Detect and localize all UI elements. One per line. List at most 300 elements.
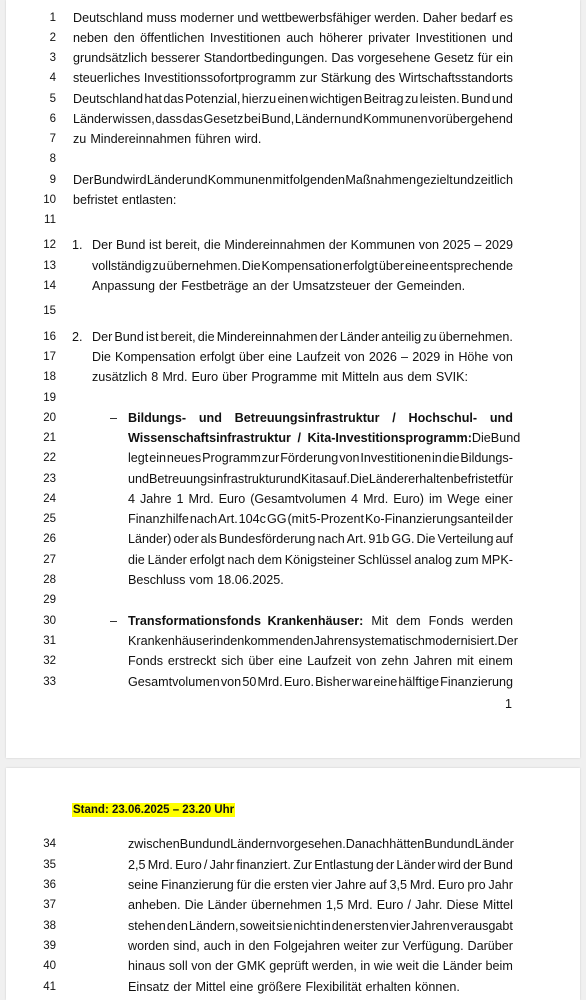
word: sich xyxy=(221,654,244,668)
word: Bund xyxy=(483,858,513,872)
line-text xyxy=(128,956,513,976)
word: Bund xyxy=(490,431,521,445)
word: Euro xyxy=(191,370,219,384)
text-line xyxy=(6,529,580,549)
word: Höhe xyxy=(458,350,489,364)
text-line xyxy=(6,611,580,631)
word: an xyxy=(252,279,267,293)
word: mit xyxy=(272,173,290,187)
word: zu xyxy=(404,92,419,106)
word: Mrd. xyxy=(409,878,436,892)
line-number: 3 xyxy=(49,52,56,64)
word: des xyxy=(374,71,396,85)
word: dem xyxy=(257,553,282,567)
text-line xyxy=(6,347,580,367)
word: ersten xyxy=(273,878,309,892)
word: Länder xyxy=(73,112,113,126)
word: nach xyxy=(227,553,255,567)
word: Programme xyxy=(251,370,318,384)
word: vollständig xyxy=(92,259,152,273)
word: Länder xyxy=(207,898,247,912)
word: 2025 xyxy=(442,238,471,252)
text-line xyxy=(6,977,580,997)
word: werden. xyxy=(374,11,420,25)
word: auf xyxy=(369,878,387,892)
word: Jahr. xyxy=(415,898,443,912)
word: ein xyxy=(496,51,513,65)
line-text xyxy=(128,916,513,936)
word: grundsätzlich xyxy=(73,51,148,65)
document-page-1 xyxy=(6,0,580,758)
word: Flexibilität xyxy=(305,980,362,994)
word: vier xyxy=(311,878,332,892)
word: Mindereinnahmen xyxy=(224,238,326,252)
word: 2029 xyxy=(412,350,441,364)
word: – xyxy=(401,350,409,364)
word: über xyxy=(378,259,405,273)
word: eine xyxy=(229,980,254,994)
word: eine xyxy=(278,654,303,668)
line-text xyxy=(92,276,469,296)
word: über xyxy=(248,654,274,668)
line-number: 7 xyxy=(49,133,56,145)
word: Euro xyxy=(437,878,465,892)
line-text xyxy=(128,489,513,509)
word: Danach xyxy=(345,837,390,851)
word: Euro xyxy=(175,858,202,872)
word: Betreuungsinfrastruktur xyxy=(149,472,280,486)
text-line xyxy=(6,8,580,28)
word: als xyxy=(200,532,217,546)
word: vorgesehene xyxy=(357,51,431,65)
line-number: 19 xyxy=(43,392,56,404)
word: Mrd. xyxy=(363,492,389,506)
word: Kommunen xyxy=(207,173,273,187)
word: weiter xyxy=(343,939,378,953)
line-text xyxy=(128,895,513,915)
word: von xyxy=(220,675,242,689)
word: eine xyxy=(373,675,398,689)
line-number: 24 xyxy=(43,493,56,505)
line-text xyxy=(128,936,513,956)
word: Jahr xyxy=(209,858,235,872)
word: Entlastung xyxy=(314,858,374,872)
word: von xyxy=(339,451,360,465)
word: / xyxy=(203,858,208,872)
word: 4 xyxy=(128,492,136,506)
word: in xyxy=(213,634,224,648)
line-text xyxy=(128,570,288,590)
word: zur xyxy=(381,939,399,953)
text-line xyxy=(6,301,580,321)
word: leisten. xyxy=(419,92,460,106)
word: Transformationsfonds Krankenhäuser: xyxy=(128,614,364,628)
word: Gesamtvolumen xyxy=(128,675,220,689)
line-number: 11 xyxy=(44,214,56,226)
word: und xyxy=(209,837,231,851)
word: worden xyxy=(128,939,170,953)
line-text xyxy=(73,89,513,109)
word: Beschluss xyxy=(128,573,186,587)
word: Programm xyxy=(202,451,261,465)
line-text xyxy=(128,428,521,448)
word: privater xyxy=(368,31,411,45)
word: 1,5 xyxy=(325,898,344,912)
word: größere xyxy=(257,980,302,994)
word: Das xyxy=(331,51,354,65)
word: wettbewerbsfähiger xyxy=(261,11,371,25)
word: über xyxy=(222,370,248,384)
word: von xyxy=(418,238,439,252)
word: Bund xyxy=(114,330,144,344)
word: entsprechende xyxy=(429,259,513,273)
word: und xyxy=(279,472,301,486)
word: wichtigen xyxy=(309,92,363,106)
word: GG xyxy=(266,512,287,526)
word: Die xyxy=(471,431,491,445)
word: vom xyxy=(189,573,214,587)
line-text xyxy=(128,611,513,631)
word: Laufzeit xyxy=(307,654,352,668)
word: Bisher xyxy=(315,675,351,689)
word: die xyxy=(422,959,440,973)
line-number: 39 xyxy=(43,940,56,952)
word: und xyxy=(491,92,513,106)
line-text xyxy=(128,469,513,489)
word: Folgejahren xyxy=(273,939,340,953)
word: Die xyxy=(184,898,204,912)
word: zu xyxy=(423,330,437,344)
word: Maßnahmen xyxy=(345,173,417,187)
word: ersten xyxy=(353,919,389,933)
page-number: 1 xyxy=(504,697,512,711)
word: Die xyxy=(241,259,261,273)
word: MPK- xyxy=(481,553,513,567)
word: Länder xyxy=(147,553,187,567)
word: bereit, xyxy=(160,330,196,344)
word: Anpassung xyxy=(92,279,156,293)
word: Der xyxy=(92,238,113,252)
word: bei xyxy=(243,112,261,126)
word: Euro xyxy=(218,492,246,506)
word: den xyxy=(166,919,188,933)
word: Der xyxy=(497,634,518,648)
word: weit xyxy=(396,959,419,973)
text-line xyxy=(6,469,580,489)
word: Jahre xyxy=(139,492,172,506)
word: von xyxy=(356,654,377,668)
word: zu xyxy=(152,259,166,273)
word: analog xyxy=(414,553,453,567)
text-line xyxy=(6,509,580,529)
word: Deutschland xyxy=(73,11,144,25)
word: sind, xyxy=(173,939,200,953)
word: Schlüssel xyxy=(357,553,412,567)
word: Investitionen xyxy=(415,31,487,45)
text-line xyxy=(6,235,580,255)
word: Art. xyxy=(346,532,367,546)
word: Bundesförderung xyxy=(218,532,316,546)
text-line xyxy=(6,89,580,109)
line-number: 15 xyxy=(43,305,56,317)
word: Kommunen xyxy=(363,112,428,126)
word: zum xyxy=(454,553,479,567)
word: befristet xyxy=(73,193,118,207)
word: erhalten xyxy=(365,980,412,994)
word: Kompensation xyxy=(261,259,343,273)
word: und xyxy=(453,837,475,851)
word: Laufzeit xyxy=(296,350,341,364)
word: und xyxy=(491,31,513,45)
line-number: 1 xyxy=(49,12,56,24)
word: der xyxy=(494,512,513,526)
text-line xyxy=(6,590,580,610)
word: Die xyxy=(416,532,436,546)
line-number: 30 xyxy=(43,615,56,627)
word: vorübergehend xyxy=(428,112,513,126)
word: Standortbedingungen. xyxy=(203,51,328,65)
word: Kompensation xyxy=(115,350,196,364)
word: zur xyxy=(261,451,280,465)
word: eine xyxy=(404,259,429,273)
word: 4 xyxy=(351,492,359,506)
word: Finanzierung xyxy=(440,675,513,689)
text-line xyxy=(6,129,580,149)
word: Deutschland xyxy=(73,92,144,106)
word: wird xyxy=(437,858,461,872)
text-line xyxy=(6,149,580,169)
word: Länder) xyxy=(128,532,172,546)
word: dem xyxy=(407,370,432,384)
word: Mittel xyxy=(482,898,513,912)
word: legt xyxy=(128,451,149,465)
line-text xyxy=(73,68,513,88)
line-number: 25 xyxy=(43,513,56,525)
line-number: 5 xyxy=(49,93,56,105)
line-text xyxy=(128,834,513,854)
line-number: 28 xyxy=(43,574,56,586)
word: das xyxy=(163,92,184,106)
word: und xyxy=(198,411,222,425)
word: hätten xyxy=(389,837,425,851)
word: einer xyxy=(484,492,513,506)
word: vorgesehen. xyxy=(276,837,346,851)
line-text xyxy=(128,550,513,570)
text-line xyxy=(6,672,580,692)
word: Länder xyxy=(339,330,380,344)
line-number: 33 xyxy=(43,676,56,688)
word: mit xyxy=(321,370,338,384)
word: Ländern xyxy=(230,837,277,851)
word: die xyxy=(128,553,145,567)
word: 2029 xyxy=(484,238,513,252)
word: für xyxy=(477,51,493,65)
word: über xyxy=(238,350,265,364)
word: in xyxy=(320,919,331,933)
word: höherer xyxy=(319,31,363,45)
word: 3,5 xyxy=(389,878,408,892)
list-marker: – xyxy=(110,411,118,425)
word: Länder xyxy=(146,173,187,187)
word: steuerliches xyxy=(73,71,141,85)
word: und xyxy=(341,112,363,126)
text-line xyxy=(6,875,580,895)
text-line xyxy=(6,28,580,48)
line-number: 38 xyxy=(43,920,56,932)
word: in xyxy=(234,939,245,953)
document-page-2 xyxy=(6,768,580,1000)
word: besserer xyxy=(150,51,200,65)
word: der xyxy=(375,858,395,872)
word: Hochschul- xyxy=(408,411,478,425)
text-line xyxy=(6,570,580,590)
word: 2026 xyxy=(368,350,397,364)
word: Mindereinnahmen xyxy=(216,330,318,344)
word: 5-Prozent xyxy=(309,512,365,526)
word: kommenden xyxy=(244,634,314,648)
word: neues xyxy=(166,451,202,465)
word: Länder xyxy=(474,837,514,851)
word: aus xyxy=(383,370,404,384)
line-number: 21 xyxy=(43,432,56,444)
word: Fonds xyxy=(428,614,464,628)
word: der xyxy=(270,279,289,293)
word: wie xyxy=(373,959,393,973)
word: werden, xyxy=(312,959,357,973)
word: hat xyxy=(144,92,162,106)
word: / xyxy=(392,411,396,425)
word: das xyxy=(182,112,203,126)
word: für xyxy=(236,878,252,892)
word: Betreuungsinfrastruktur xyxy=(234,411,380,425)
word: hinaus xyxy=(128,959,166,973)
word: verausgabt xyxy=(450,919,513,933)
word: Mrd. xyxy=(147,858,173,872)
line-number: 12 xyxy=(43,239,56,251)
text-line xyxy=(6,68,580,88)
word: muss xyxy=(146,11,177,25)
text-line xyxy=(6,448,580,468)
word: zusätzlich xyxy=(92,370,148,384)
word: Bund, xyxy=(261,112,295,126)
text-line xyxy=(6,48,580,68)
word: Bildungs- xyxy=(460,451,513,465)
word: 8 xyxy=(151,370,159,384)
line-number: 18 xyxy=(43,371,56,383)
word: stehen xyxy=(128,919,166,933)
word: den xyxy=(223,634,245,648)
word: der xyxy=(319,330,338,344)
word: öffentlichen xyxy=(140,31,205,45)
text-line xyxy=(6,834,580,854)
word: Investitionen xyxy=(209,31,281,45)
word: Ländern xyxy=(294,112,342,126)
text-line xyxy=(6,550,580,570)
word: Der xyxy=(73,173,94,187)
line-text xyxy=(92,367,472,387)
word: Festbeträge xyxy=(181,279,249,293)
word: der xyxy=(173,980,192,994)
word: auf xyxy=(495,532,513,546)
word: erstreckt xyxy=(167,654,217,668)
word: und xyxy=(489,411,513,425)
word: im xyxy=(428,492,443,506)
line-text xyxy=(73,48,513,68)
text-line xyxy=(6,256,580,276)
word: Verfügung. xyxy=(402,939,464,953)
line-text xyxy=(128,529,513,549)
line-number: 22 xyxy=(43,452,56,464)
word: Diese xyxy=(446,898,479,912)
word: einen xyxy=(277,92,309,106)
word: Gesetz xyxy=(203,112,244,126)
word: Jahre xyxy=(334,878,367,892)
word: werden xyxy=(471,614,513,628)
list-marker: – xyxy=(110,614,118,628)
word: hierzu xyxy=(241,92,277,106)
word: und xyxy=(128,472,150,486)
word: nicht xyxy=(293,919,320,933)
text-line xyxy=(6,631,580,651)
text-line xyxy=(6,651,580,671)
word: folgenden xyxy=(289,173,345,187)
word: nach xyxy=(189,512,218,526)
line-text xyxy=(73,109,513,129)
word: dem xyxy=(396,614,421,628)
line-number: 34 xyxy=(43,838,56,850)
word: die xyxy=(442,451,460,465)
text-line xyxy=(6,327,580,347)
word: 50 xyxy=(242,675,257,689)
word: Gesetz xyxy=(434,51,474,65)
word: den xyxy=(248,939,270,953)
text-line xyxy=(6,936,580,956)
word: Finanzhilfe xyxy=(128,512,189,526)
word: Potenzial, xyxy=(185,92,241,106)
word: gezielt xyxy=(416,173,453,187)
line-text xyxy=(92,235,513,255)
text-line xyxy=(6,170,580,190)
word: GG. xyxy=(391,532,415,546)
word: eine xyxy=(268,350,293,364)
line-number: 36 xyxy=(43,879,56,891)
word: Verteilung xyxy=(437,532,494,546)
word: entlasten: xyxy=(121,193,177,207)
text-line xyxy=(6,855,580,875)
word: Königsteiner xyxy=(284,553,355,567)
word: Mitteln xyxy=(341,370,380,384)
word: / xyxy=(407,898,411,912)
word: geprüft xyxy=(269,959,309,973)
word: übernehmen xyxy=(250,898,322,912)
word: Länder xyxy=(396,858,436,872)
word: Jahren xyxy=(313,634,353,648)
line-text xyxy=(73,129,265,149)
word: Fonds xyxy=(128,654,164,668)
word: Länder xyxy=(442,959,482,973)
word: Der xyxy=(92,330,113,344)
line-number: 26 xyxy=(43,533,56,545)
word: Kommunen xyxy=(350,238,416,252)
word: übernehmen. xyxy=(166,259,241,273)
line-text xyxy=(128,448,513,468)
word: Mrd. xyxy=(188,492,214,506)
word: war xyxy=(351,675,373,689)
text-line xyxy=(6,916,580,936)
word: Länder xyxy=(368,472,409,486)
word: Ko-Finanzierungsanteil xyxy=(364,512,494,526)
word: der xyxy=(159,279,178,293)
